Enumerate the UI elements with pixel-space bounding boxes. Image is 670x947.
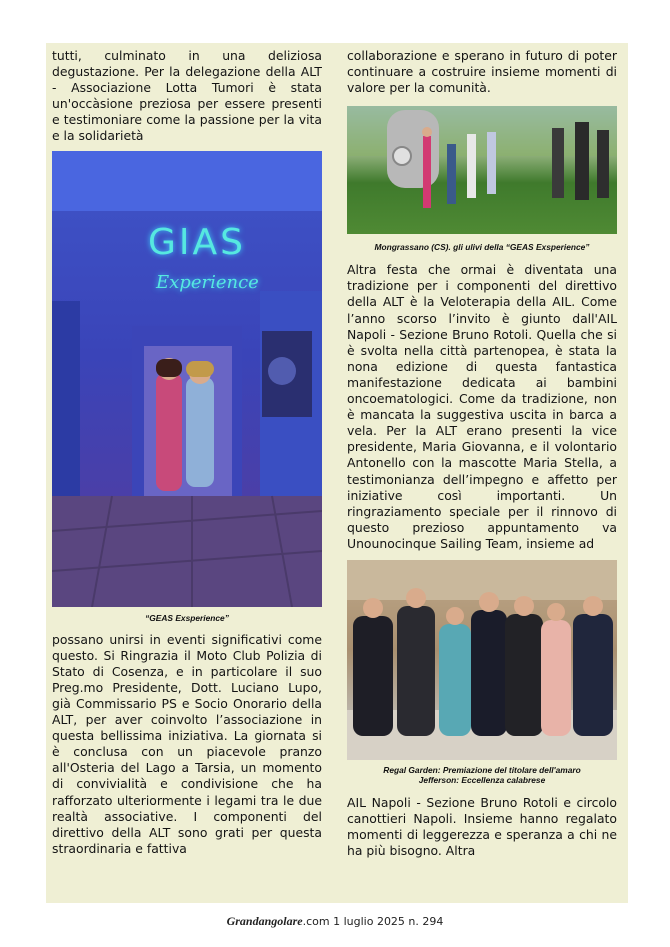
left-paragraph-bottom: possano unirsi in eventi significativi come questo. Si Ringrazia il Moto Club Polizia di Stato di Cosenza, e in particolare il suo Preg.mo Presidente, Dott. Luciano Lupo, già Commissario PS e Socio Onorario della ALT, per aver coinvolto l’associazione in questa bellissima iniziativa. La giornata si è conclusa con un piacevole pranzo all'Osteria del Lago a Tarsia, un momento di convivialità e condivisione che ha rafforzato ulteriormente i legami tra le due realtà associative. I componenti del direttivo della ALT sono grati per questa straordinaria e fattiva [52, 631, 322, 856]
caption-regal-garden-line1: Regal Garden: Premiazione del titolare dell'amaro [383, 764, 581, 775]
olive-grove-photo [347, 106, 617, 234]
caption-geas-experience: “GEAS Exsperience” [145, 612, 229, 623]
caption-regal-garden [347, 765, 617, 785]
caption-regal-garden-line2: Jefferson: Eccellenza calabrese [418, 774, 546, 785]
neon-sign-line1: GIAS [148, 221, 246, 263]
right-paragraph-bottom: AIL Napoli - Sezione Bruno Rotoli e circolo canottieri Napoli. Insieme hanno regalato momenti di leggerezza e speranza a chi ne ha più bisogno. Altra [347, 794, 617, 859]
page-footer [0, 914, 670, 929]
regal-garden-photo [347, 560, 617, 760]
left-paragraph-top: tutti, culminato in una deliziosa degustazione. Per la delegazione della ALT - Associazione Lotta Tumori è stata un'occàsione preziosa per essere presenti e testimoniare come la passione per la vita e la solidarietà [52, 48, 322, 144]
right-column [347, 43, 617, 859]
left-column [52, 43, 322, 857]
right-paragraph-middle: Altra festa che ormai è diventata una tradizione per i componenti del direttivo della ALT è la Veloterapia della AIL. Come l’anno scorso l’invito è giunto dall'AIL Napoli - Sezione Bruno Rotoli. Quella che si è svolta nella città partenopea, è stata la nona edizione di questa fantastica manifestazione dedicata ai bambini oncoematologici. Come da tradizione, non è mancata la suggestiva uscita in barca a vela. Per la ALT erano presenti la vice presidente, Maria Giovanna, e il volontario Antonello con la mascotte Maria Stella, a testimonianza dell’impegno e affetto per iniziative così importanti. Un ringraziamento speciale per il rinnovo di questo prezioso appuntamento va Unounocinque Sailing Team, insieme ad [347, 262, 617, 551]
footer-issue: .com 1 luglio 2025 n. 294 [302, 915, 444, 928]
neon-sign-line2: Experience [156, 271, 259, 293]
caption-mongrassano: Mongrassano (CS). gli ulivi della “GEAS Exsperience” [374, 242, 590, 253]
footer-brand: Grandangolare [226, 914, 303, 928]
geas-experience-photo [52, 151, 322, 607]
right-paragraph-top: collaborazione e sperano in futuro di poter continuare a costruire insieme momenti di valore per la comunità. [347, 48, 617, 96]
page-background [46, 43, 628, 903]
